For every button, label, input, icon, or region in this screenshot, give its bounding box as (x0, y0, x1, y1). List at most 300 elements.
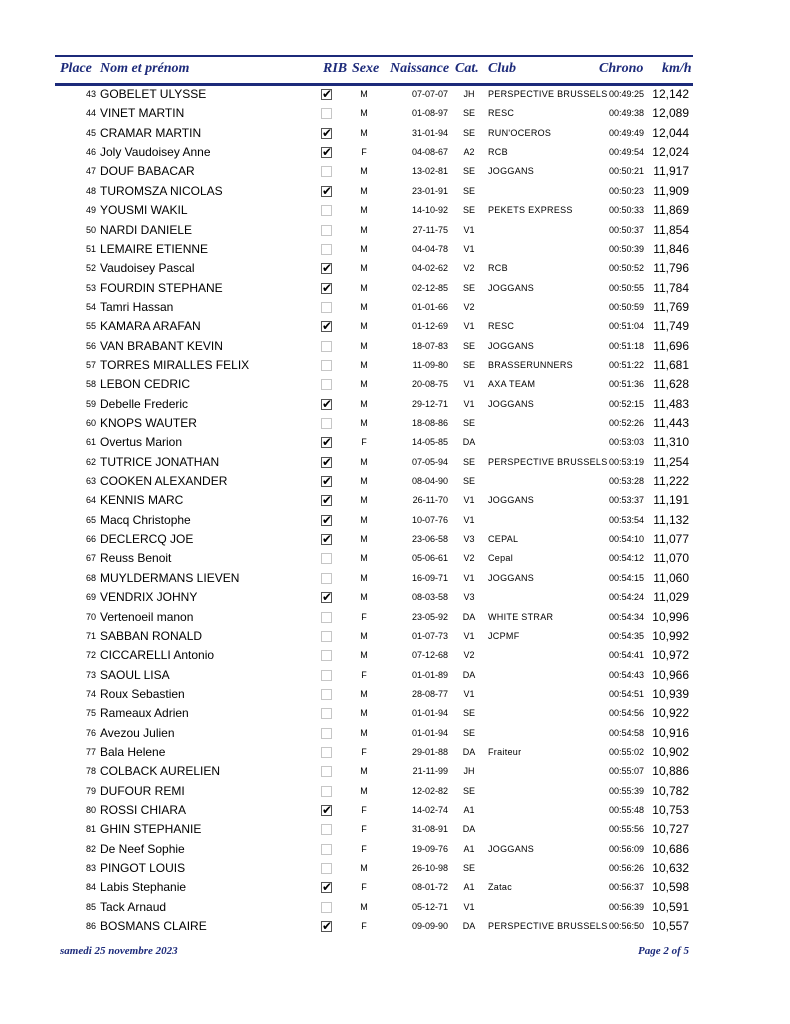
birthdate-cell: 07-07-07 (411, 89, 448, 99)
rib-checkbox[interactable] (321, 280, 333, 295)
chrono-cell: 00:53:37 (608, 495, 644, 506)
name-cell: FOURDIN STEPHANE (100, 280, 223, 295)
table-row (0, 201, 790, 220)
birthdate-cell: 28-08-77 (411, 688, 448, 699)
chrono-cell: 00:50:37 (608, 224, 644, 235)
club-cell: RESC (488, 321, 515, 332)
sexe-cell: M (360, 785, 368, 796)
place-cell: 79 (85, 785, 96, 796)
name-cell: YOUSMI WAKIL (100, 203, 188, 218)
table-row (0, 743, 790, 762)
chrono-cell: 00:56:37 (608, 882, 644, 893)
club-cell: WHITE STRAR (488, 611, 554, 622)
category-cell: SE (462, 340, 475, 351)
chrono-cell: 00:53:28 (608, 476, 644, 486)
rib-checkbox[interactable] (321, 631, 332, 642)
table-row (0, 279, 790, 298)
table-row (0, 840, 790, 859)
rib-checkbox[interactable] (321, 108, 332, 119)
sexe-cell: M (360, 185, 368, 196)
place-cell: 55 (85, 321, 96, 332)
rib-checkbox[interactable] (321, 396, 333, 411)
speed-cell: 10,902 (652, 744, 689, 759)
place-cell: 50 (85, 224, 96, 235)
table-row (0, 666, 790, 685)
chrono-cell: 00:49:38 (608, 108, 644, 119)
rib-checkbox[interactable] (321, 921, 332, 932)
speed-cell: 11,917 (653, 164, 689, 179)
sexe-cell: F (361, 805, 367, 815)
birthdate-cell: 11-09-80 (412, 359, 448, 370)
speed-cell: 12,044 (652, 125, 689, 140)
birthdate-cell: 23-05-92 (411, 611, 448, 622)
chrono-cell: 00:54:43 (608, 669, 644, 680)
category-cell: SE (462, 108, 475, 119)
chrono-cell: 00:54:51 (608, 688, 644, 699)
birthdate-cell: 09-09-90 (411, 921, 448, 932)
birthdate-cell: 04-04-78 (411, 243, 448, 254)
chrono-cell: 00:50:33 (608, 205, 644, 216)
sexe-cell: M (360, 553, 368, 564)
place-cell: 70 (85, 611, 96, 622)
name-cell: PINGOT LOUIS (100, 861, 186, 875)
table-row (0, 608, 790, 627)
table-row (0, 627, 790, 646)
table-row (0, 878, 790, 897)
speed-cell: 11,846 (653, 241, 689, 256)
club-cell: JOGGANS (488, 843, 535, 854)
birthdate-cell: 08-03-58 (411, 592, 448, 603)
speed-cell: 10,557 (652, 919, 689, 934)
name-cell: Reuss Benoit (100, 551, 172, 566)
birthdate-cell: 23-01-91 (411, 185, 448, 196)
chrono-cell: 00:55:07 (608, 766, 644, 777)
sexe-cell: M (360, 863, 368, 873)
chrono-cell: 00:54:35 (608, 630, 644, 641)
club-cell: JOGGANS (488, 572, 535, 583)
birthdate-cell: 01-07-73 (411, 630, 448, 641)
place-cell: 63 (85, 476, 96, 486)
rib-checkbox[interactable] (321, 844, 332, 855)
place-cell: 62 (85, 456, 96, 467)
name-cell: DUFOUR REMI (100, 783, 185, 798)
rib-checkbox[interactable] (321, 476, 332, 487)
rib-checkbox[interactable] (321, 263, 332, 274)
name-cell: KAMARA ARAFAN (100, 319, 201, 334)
speed-cell: 10,996 (652, 609, 689, 624)
birthdate-cell: 01-12-69 (411, 321, 448, 332)
name-cell: Rameaux Adrien (100, 706, 189, 721)
sexe-cell: F (361, 843, 367, 854)
birthdate-cell: 01-01-66 (411, 301, 448, 312)
rib-checkbox[interactable] (321, 125, 333, 140)
table-row (0, 782, 790, 801)
speed-cell: 11,222 (653, 474, 689, 488)
name-cell: NARDI DANIELE (100, 222, 193, 237)
rib-checkbox[interactable] (321, 553, 332, 564)
category-cell: SE (462, 185, 475, 196)
rib-checkbox[interactable] (321, 592, 332, 603)
speed-cell: 10,922 (652, 706, 689, 721)
place-cell: 45 (85, 127, 96, 138)
table-row (0, 317, 790, 336)
place-cell: 69 (85, 592, 96, 603)
category-cell: DA (462, 669, 476, 680)
category-cell: V3 (463, 534, 475, 544)
table-row (0, 356, 790, 375)
sexe-cell: M (360, 205, 368, 216)
category-cell: SE (462, 727, 475, 738)
rib-checkbox[interactable] (321, 689, 332, 700)
place-cell: 43 (85, 89, 96, 99)
table-row (0, 898, 790, 917)
category-cell: SE (462, 863, 475, 873)
club-cell: JOGGANS (488, 340, 535, 351)
club-cell: BRASSERUNNERS (488, 359, 573, 370)
speed-cell: 12,089 (652, 106, 689, 121)
chrono-cell: 00:54:10 (608, 534, 644, 544)
category-cell: SE (462, 418, 475, 428)
chrono-cell: 00:50:21 (608, 166, 644, 177)
chrono-cell: 00:56:39 (608, 901, 644, 912)
place-cell: 59 (85, 398, 96, 409)
chrono-cell: 00:54:58 (608, 727, 644, 738)
rib-checkbox[interactable] (321, 512, 333, 527)
rib-checkbox[interactable] (321, 418, 332, 429)
birthdate-cell: 31-01-94 (411, 127, 448, 138)
name-cell: De Neef Sophie (100, 841, 185, 856)
speed-cell: 11,254 (653, 454, 689, 469)
club-cell: PERSPECTIVE BRUSSELS (488, 456, 608, 467)
category-cell: JH (463, 89, 475, 99)
chrono-cell: 00:53:54 (608, 514, 644, 525)
birthdate-cell: 26-11-70 (412, 495, 448, 506)
sexe-cell: M (360, 398, 368, 409)
rib-checkbox[interactable] (321, 495, 332, 506)
chrono-cell: 00:55:39 (608, 785, 644, 796)
place-cell: 86 (85, 921, 96, 932)
rib-checkbox[interactable] (321, 882, 332, 893)
col-header-rib: RIB (323, 61, 348, 76)
category-cell: SE (462, 359, 475, 370)
category-cell: V1 (463, 243, 475, 254)
place-cell: 53 (85, 282, 96, 293)
rib-checkbox[interactable] (321, 183, 333, 198)
name-cell: DOUF BABACAR (100, 164, 195, 179)
name-cell: COOKEN ALEXANDER (100, 474, 228, 488)
chrono-cell: 00:54:56 (608, 708, 644, 719)
name-cell: TORRES MIRALLES FELIX (100, 357, 250, 372)
category-cell: DA (462, 921, 476, 932)
birthdate-cell: 08-04-90 (411, 476, 448, 486)
birthdate-cell: 18-08-86 (411, 418, 448, 428)
table-row (0, 530, 790, 549)
chrono-cell: 00:56:50 (608, 921, 644, 932)
place-cell: 75 (85, 708, 96, 719)
table-row (0, 685, 790, 704)
rib-checkbox[interactable] (321, 89, 332, 100)
table-row (0, 646, 790, 665)
speed-cell: 11,443 (653, 416, 689, 430)
col-header-cat: Cat. (455, 61, 479, 76)
sexe-cell: M (360, 650, 368, 661)
name-cell: CRAMAR MARTIN (100, 125, 202, 140)
category-cell: V1 (463, 630, 475, 641)
sexe-cell: F (361, 147, 367, 158)
rib-checkbox[interactable] (321, 166, 332, 177)
table-row (0, 859, 790, 878)
chrono-cell: 00:54:41 (608, 650, 644, 661)
rib-checkbox[interactable] (321, 302, 332, 313)
speed-cell: 11,854 (653, 222, 689, 237)
name-cell: Tamri Hassan (100, 299, 174, 314)
sexe-cell: F (361, 746, 367, 757)
name-cell: Debelle Frederic (100, 396, 189, 411)
place-cell: 60 (85, 418, 96, 428)
chrono-cell: 00:54:24 (608, 592, 644, 603)
name-cell: VENDRIX JOHNY (100, 590, 198, 605)
category-cell: V3 (463, 592, 475, 603)
sexe-cell: F (361, 921, 367, 932)
table-row (0, 240, 790, 259)
checkmark-icon: ✔ (322, 590, 333, 605)
table-row (0, 124, 790, 143)
place-cell: 47 (85, 166, 96, 177)
name-cell: TUROMSZA NICOLAS (100, 183, 223, 198)
birthdate-cell: 19-09-76 (411, 843, 448, 854)
rib-checkbox[interactable] (321, 728, 332, 739)
place-cell: 51 (85, 243, 96, 254)
rib-checkbox[interactable] (321, 225, 332, 236)
club-cell: PERSPECTIVE BRUSSELS (488, 921, 608, 932)
rib-checkbox[interactable] (321, 805, 332, 816)
speed-cell: 10,686 (652, 841, 689, 856)
category-cell: SE (462, 785, 475, 796)
category-cell: A1 (463, 843, 475, 854)
category-cell: V2 (463, 553, 475, 564)
rib-checkbox[interactable] (321, 205, 332, 216)
category-cell: V2 (463, 301, 475, 312)
sexe-cell: M (360, 514, 368, 525)
table-row (0, 588, 790, 607)
club-cell: RESC (488, 108, 515, 119)
footer-date: samedi 25 novembre 2023 (60, 945, 178, 957)
category-cell: V1 (463, 514, 475, 525)
table-row (0, 820, 790, 839)
sexe-cell: M (360, 89, 368, 99)
rib-checkbox[interactable] (321, 650, 332, 661)
checkmark-icon: ✔ (322, 125, 333, 140)
name-cell: Joly Vaudoisey Anne (100, 145, 211, 160)
rib-checkbox[interactable] (321, 341, 332, 352)
name-cell: Tack Arnaud (100, 899, 167, 914)
table-row (0, 375, 790, 394)
chrono-cell: 00:55:56 (608, 824, 644, 835)
club-cell: CEPAL (488, 534, 519, 544)
birthdate-cell: 13-02-81 (411, 166, 448, 177)
club-cell: RCB (488, 263, 508, 274)
table-row (0, 569, 790, 588)
name-cell: SABBAN RONALD (100, 628, 203, 643)
name-cell: ROSSI CHIARA (100, 803, 187, 817)
club-cell: JOGGANS (488, 398, 535, 409)
rib-checkbox[interactable] (321, 708, 332, 719)
table-row (0, 259, 790, 278)
speed-cell: 10,939 (652, 686, 689, 701)
table-row (0, 85, 790, 104)
category-cell: SE (462, 456, 475, 467)
birthdate-cell: 26-10-98 (411, 863, 448, 873)
sexe-cell: M (360, 630, 368, 641)
col-header-chrono: Chrono (599, 61, 644, 76)
place-cell: 83 (85, 863, 96, 873)
sexe-cell: M (360, 476, 368, 486)
table-row (0, 801, 790, 820)
chrono-cell: 00:52:26 (608, 418, 644, 428)
checkmark-icon: ✔ (322, 454, 333, 469)
rib-checkbox[interactable] (321, 902, 332, 913)
col-header-club: Club (488, 61, 517, 76)
chrono-cell: 00:49:54 (608, 147, 644, 158)
rib-checkbox[interactable] (321, 612, 332, 623)
place-cell: 73 (85, 669, 96, 680)
rib-checkbox[interactable] (321, 437, 332, 448)
rib-checkbox[interactable] (321, 454, 333, 469)
place-cell: 76 (85, 727, 96, 738)
rib-checkbox[interactable] (321, 321, 332, 332)
table-row (0, 337, 790, 356)
category-cell: SE (462, 708, 475, 719)
sexe-cell: M (360, 224, 368, 235)
club-cell: Fraiteur (488, 746, 522, 757)
table-row (0, 143, 790, 162)
category-cell: V1 (463, 901, 475, 912)
checkmark-icon: ✔ (322, 474, 333, 488)
rib-checkbox[interactable] (321, 534, 332, 545)
club-cell: JOGGANS (488, 282, 535, 293)
club-cell: RCB (488, 147, 508, 158)
birthdate-cell: 05-06-61 (411, 553, 448, 564)
birthdate-cell: 31-08-91 (411, 824, 448, 835)
rib-checkbox[interactable] (321, 360, 332, 371)
category-cell: V2 (463, 650, 475, 661)
speed-cell: 10,727 (652, 822, 689, 837)
birthdate-cell: 14-05-85 (411, 437, 448, 448)
birthdate-cell: 16-09-71 (411, 572, 448, 583)
rib-checkbox[interactable] (321, 786, 332, 797)
place-cell: 65 (85, 514, 96, 525)
speed-cell: 10,916 (652, 725, 689, 740)
birthdate-cell: 29-01-88 (411, 746, 448, 757)
checkmark-icon: ✔ (322, 396, 333, 411)
sexe-cell: M (360, 359, 368, 370)
chrono-cell: 00:54:15 (608, 572, 644, 583)
table-row (0, 704, 790, 723)
rib-checkbox[interactable] (321, 670, 332, 681)
sexe-cell: M (360, 340, 368, 351)
chrono-cell: 00:53:19 (608, 456, 644, 467)
club-cell: AXA TEAM (488, 379, 536, 390)
category-cell: SE (462, 166, 475, 177)
category-cell: DA (462, 611, 476, 622)
table-row (0, 433, 790, 452)
birthdate-cell: 08-01-72 (411, 882, 448, 893)
speed-cell: 11,077 (653, 532, 689, 546)
category-cell: SE (462, 282, 475, 293)
name-cell: KNOPS WAUTER (100, 416, 197, 430)
club-cell: PEKETS EXPRESS (488, 205, 573, 216)
birthdate-cell: 05-12-71 (411, 901, 448, 912)
category-cell: A1 (463, 805, 475, 815)
sexe-cell: M (360, 127, 368, 138)
speed-cell: 10,966 (652, 667, 689, 682)
place-cell: 54 (85, 301, 96, 312)
category-cell: DA (462, 746, 476, 757)
speed-cell: 11,060 (653, 570, 689, 585)
checkmark-icon: ✔ (322, 435, 333, 450)
chrono-cell: 00:51:36 (608, 379, 644, 390)
table-row (0, 762, 790, 781)
speed-cell: 11,029 (653, 590, 689, 605)
name-cell: Labis Stephanie (100, 880, 187, 895)
sexe-cell: M (360, 321, 368, 332)
rib-checkbox[interactable] (321, 379, 332, 390)
rib-checkbox[interactable] (321, 747, 332, 758)
name-cell: Roux Sebastien (100, 686, 185, 701)
name-cell: TUTRICE JONATHAN (100, 454, 220, 469)
checkmark-icon: ✔ (322, 512, 333, 527)
name-cell: Avezou Julien (100, 725, 175, 740)
birthdate-cell: 02-12-85 (411, 282, 448, 293)
col-header-sexe: Sexe (352, 61, 380, 76)
rib-checkbox[interactable] (321, 824, 332, 835)
sexe-cell: F (361, 824, 367, 835)
rib-checkbox[interactable] (321, 147, 332, 158)
birthdate-cell: 29-12-71 (411, 398, 448, 409)
table-row (0, 298, 790, 317)
checkmark-icon: ✔ (322, 493, 333, 508)
rib-checkbox[interactable] (321, 573, 332, 584)
checkmark-icon: ✔ (322, 261, 333, 276)
sexe-cell: F (361, 611, 367, 622)
table-row (0, 162, 790, 181)
table-row (0, 414, 790, 433)
category-cell: SE (462, 127, 475, 138)
place-cell: 85 (85, 901, 96, 912)
place-cell: 67 (85, 553, 96, 564)
category-cell: V1 (463, 495, 475, 506)
chrono-cell: 00:50:39 (608, 243, 644, 254)
sexe-cell: M (360, 534, 368, 544)
rib-checkbox[interactable] (321, 244, 332, 255)
sexe-cell: M (360, 495, 368, 506)
place-cell: 46 (85, 147, 96, 158)
table-row (0, 549, 790, 568)
category-cell: V1 (463, 321, 475, 332)
checkmark-icon: ✔ (322, 919, 333, 934)
birthdate-cell: 23-06-58 (411, 534, 448, 544)
sexe-cell: M (360, 301, 368, 312)
club-cell: RUN'OCEROS (488, 127, 552, 138)
category-cell: SE (462, 205, 475, 216)
rib-checkbox[interactable] (321, 766, 332, 777)
name-cell: Macq Christophe (100, 512, 191, 527)
name-cell: LEMAIRE ETIENNE (100, 241, 209, 256)
place-cell: 66 (85, 534, 96, 544)
rib-checkbox[interactable] (321, 863, 332, 874)
table-row (0, 917, 790, 936)
place-cell: 80 (85, 805, 96, 815)
